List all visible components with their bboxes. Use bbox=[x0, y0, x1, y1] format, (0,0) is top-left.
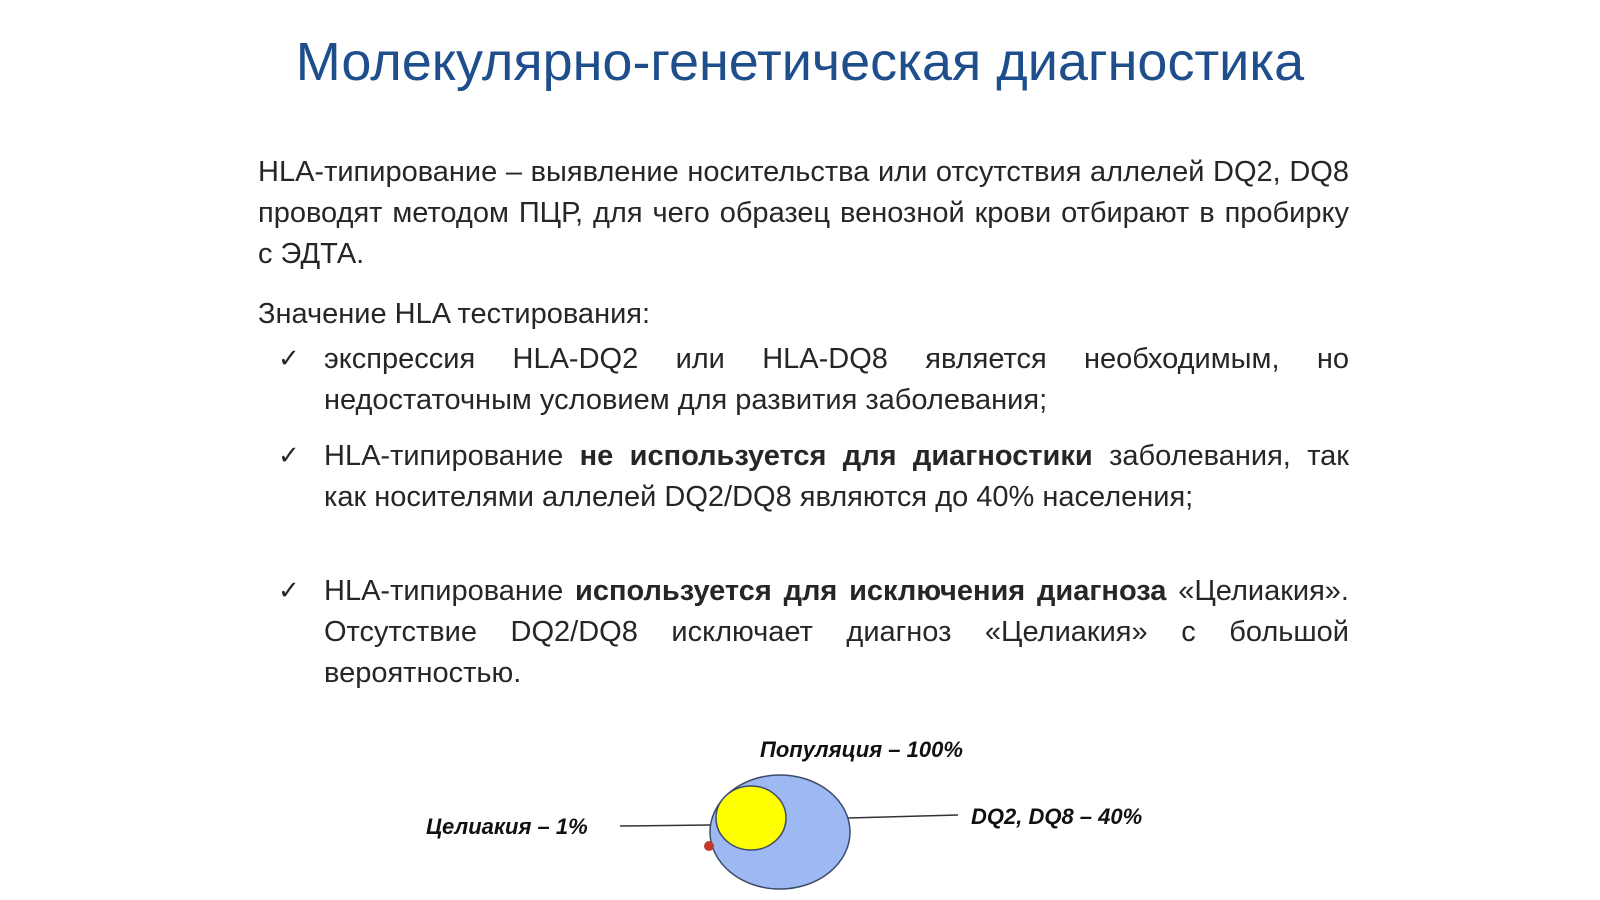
bullet-text-suffix: заболевания, так как носителями аллелей DQ2/DQ8 являются до 40% населения; bbox=[324, 440, 1349, 513]
hla-testing-heading: Значение HLA тестирования: bbox=[258, 298, 651, 330]
slide-title: Молекулярно-генетическая диагностика bbox=[295, 32, 1305, 92]
carriers-ellipse bbox=[716, 786, 786, 850]
checkmark-icon: ✓ bbox=[278, 576, 300, 606]
bullet-text: экспрессия HLA-DQ2 или HLA-DQ8 является необходимым, но недостаточным условием для развития заболевания; bbox=[324, 343, 1349, 416]
population-label: Популяция – 100% bbox=[760, 737, 963, 762]
bullet-text-bold: используется для исключения диагноза bbox=[575, 575, 1167, 607]
bullet-text-suffix: «Целиакия». Отсутствие DQ2/DQ8 исключает диагноз «Целиакия» с большой вероятностью. bbox=[324, 575, 1349, 689]
checkmark-icon: ✓ bbox=[278, 441, 300, 471]
bullet-text-bold: не используется для диагностики bbox=[579, 440, 1093, 472]
bullet-text-prefix: HLA-типирование bbox=[324, 440, 580, 472]
carriers-label: DQ2, DQ8 – 40% bbox=[971, 804, 1143, 829]
celiac-leader-line bbox=[620, 825, 710, 826]
bullet-text-prefix: HLA-типирование bbox=[324, 575, 576, 607]
checkmark-icon: ✓ bbox=[278, 344, 300, 374]
intro-paragraph: HLA-типирование – выявление носительства или отсутствия аллелей DQ2, DQ8 проводят методом ПЦР, для чего образец венозной крови отбирают в пробирку с ЭДТА. bbox=[258, 156, 1349, 270]
celiac-marker bbox=[704, 841, 714, 851]
celiac-label: Целиакия – 1% bbox=[426, 814, 588, 839]
carriers-leader-line bbox=[848, 815, 958, 818]
